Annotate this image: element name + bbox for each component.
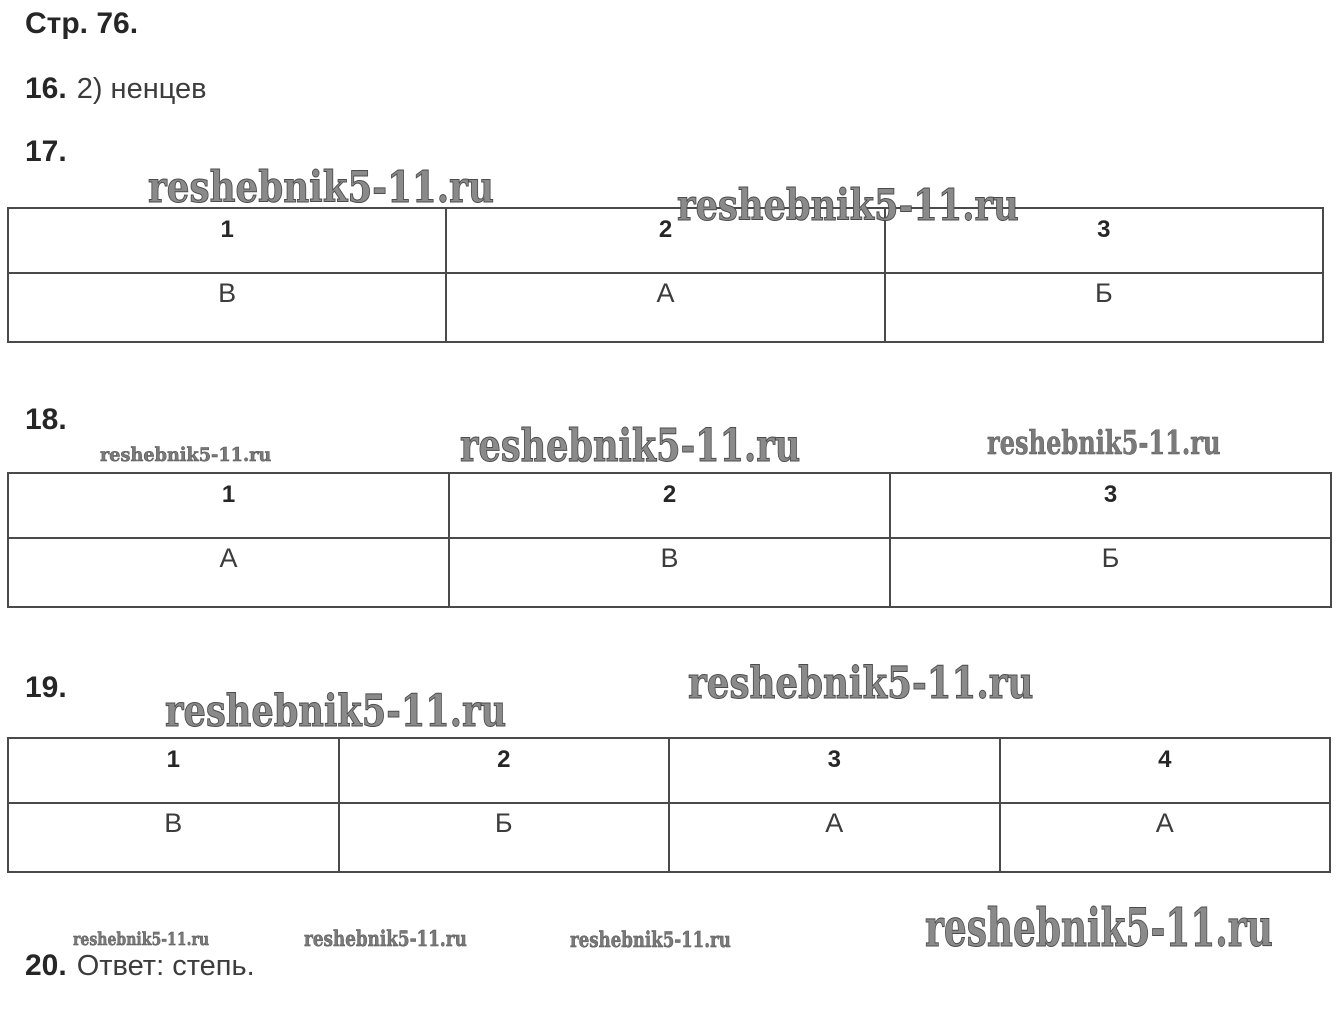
table-18-header-cell-3: 3 [890, 473, 1331, 538]
table-17-header-cell-3: 3 [885, 208, 1323, 273]
table-17-header-cell-2: 2 [446, 208, 884, 273]
table-18-header-row [8, 473, 1331, 538]
watermark-10: reshebnik5-11.ru [570, 927, 731, 952]
table-17-header-row [8, 208, 1323, 273]
answer-table-17 [7, 207, 1324, 343]
watermark-2: reshebnik5-11.ru [677, 181, 1019, 231]
exercise-20-answer: Ответ: степь. [76, 950, 255, 982]
watermark-11: reshebnik5-11.ru [925, 898, 1273, 959]
table-18-answer-row [8, 538, 1331, 607]
watermark-8: reshebnik5-11.ru [73, 929, 210, 950]
exercise-18-number: 18. [25, 403, 67, 436]
page-title: Стр. 76. [25, 7, 139, 40]
table-18-answer-cell-3: Б [890, 538, 1331, 607]
table-19-header-cell-4: 4 [1000, 738, 1331, 803]
answer-table-18 [7, 472, 1332, 608]
table-19-answer-row [8, 803, 1330, 872]
table-17-answer-cell-1: В [8, 273, 446, 342]
table-19-header-cell-1: 1 [8, 738, 339, 803]
watermark-6: reshebnik5-11.ru [688, 658, 1034, 709]
table-17-header-cell-1: 1 [8, 208, 446, 273]
table-19-header-cell-2: 2 [339, 738, 670, 803]
table-19-answer-cell-3: А [669, 803, 1000, 872]
table-19-answer-cell-1: В [8, 803, 339, 872]
watermark-7: reshebnik5-11.ru [165, 686, 507, 737]
exercise-20-number: 20. [25, 949, 67, 982]
table-18-header-cell-2: 2 [449, 473, 890, 538]
exercise-16-number: 16. [25, 72, 67, 105]
watermark-9: reshebnik5-11.ru [304, 926, 467, 951]
answer-table-19 [7, 737, 1331, 873]
watermark-4: reshebnik5-11.ru [460, 419, 801, 472]
table-17-answer-row [8, 273, 1323, 342]
table-19-answer-cell-2: Б [339, 803, 670, 872]
table-18-header-cell-1: 1 [8, 473, 449, 538]
table-19-answer-cell-4: А [1000, 803, 1331, 872]
table-18-answer-cell-2: В [449, 538, 890, 607]
exercise-19-number: 19. [25, 671, 67, 704]
exercise-17-number: 17. [25, 135, 67, 168]
exercise-16-line [25, 74, 207, 104]
exercise-20-line [25, 951, 255, 981]
table-18-answer-cell-1: А [8, 538, 449, 607]
exercise-16-answer: 2) ненцев [76, 73, 207, 105]
table-19-header-cell-3: 3 [669, 738, 1000, 803]
watermark-5: reshebnik5-11.ru [987, 423, 1221, 462]
table-19-header-row [8, 738, 1330, 803]
table-17-answer-cell-2: А [446, 273, 884, 342]
watermark-1: reshebnik5-11.ru [148, 163, 494, 213]
table-17-answer-cell-3: Б [885, 273, 1323, 342]
watermark-3: reshebnik5-11.ru [100, 444, 272, 466]
